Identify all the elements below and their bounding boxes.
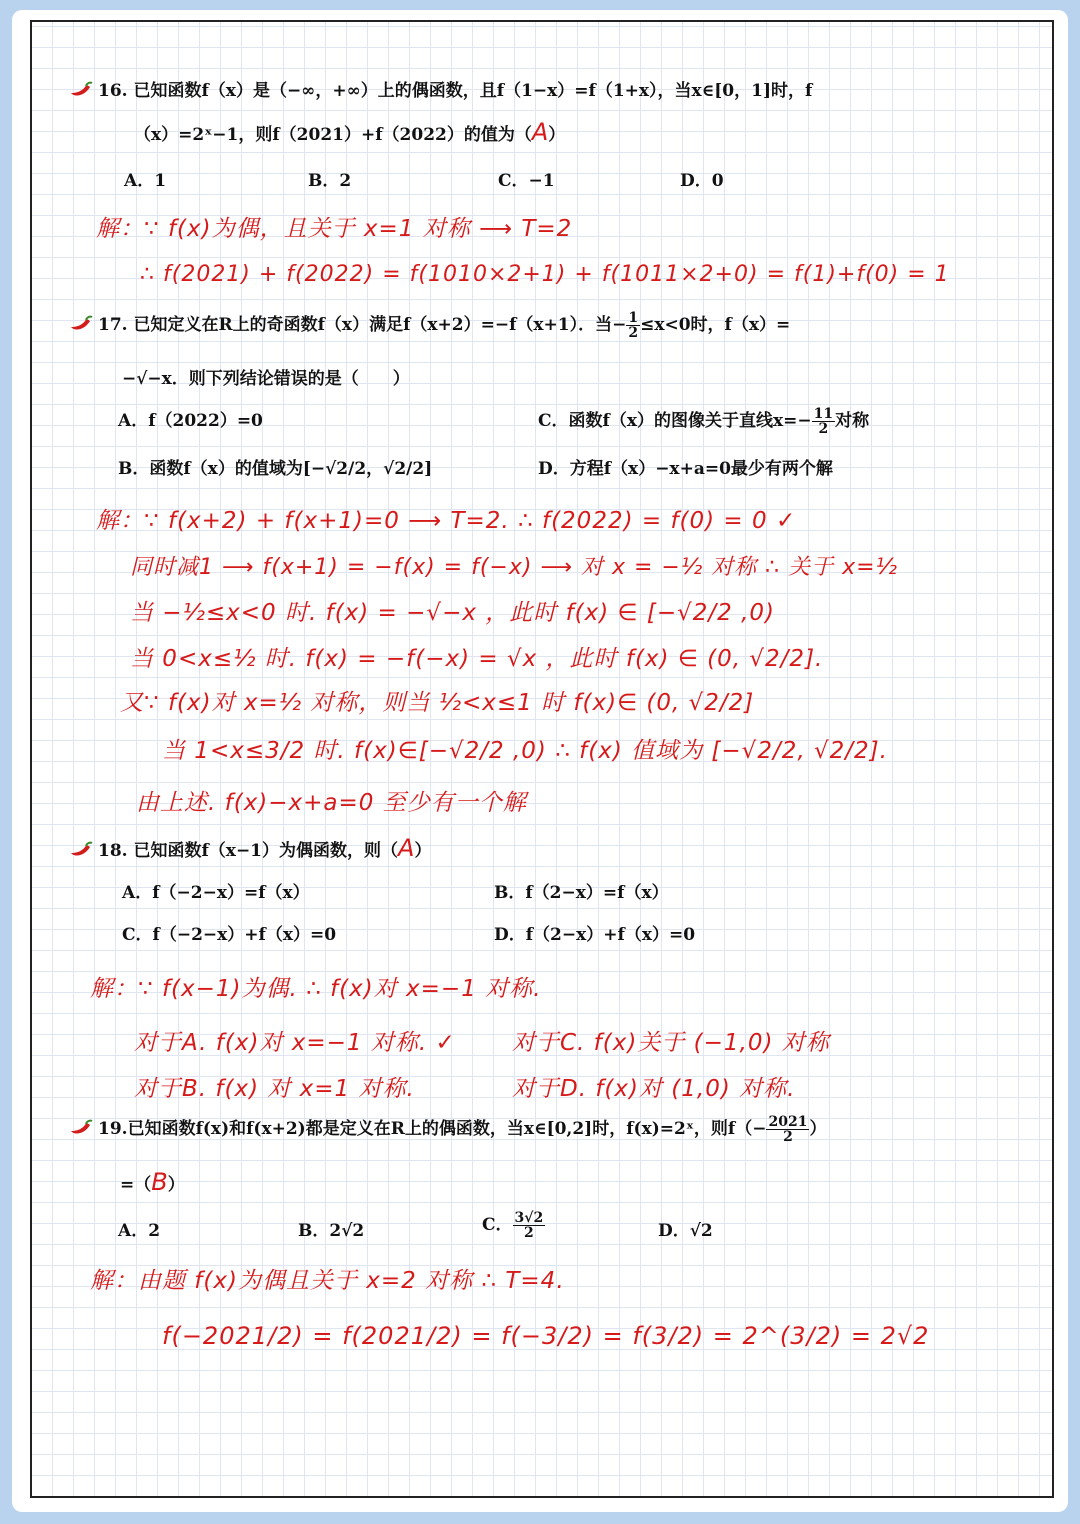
option-c-text: C．函数f（x）的图像关于直线x=− <box>538 411 812 431</box>
question-16-option-a: A．1 <box>124 171 167 191</box>
question-19-text-1: 19.已知函数f(x)和f(x+2)都是定义在R上的偶函数，当x∈[0,2]时，f(x)=2ˣ，则f（− <box>98 1119 767 1139</box>
question-16-option-d: D．0 <box>680 171 724 191</box>
question-18-solution-1: 解：∵ f(x−1)为偶. ∴ f(x)对 x=−1 对称. <box>90 976 542 1002</box>
question-18-option-b: B．f（2−x）=f（x） <box>494 883 669 903</box>
fraction-numerator: 1 <box>628 310 639 326</box>
chili-icon <box>68 841 94 859</box>
question-18-option-d: D．f（2−x）+f（x）=0 <box>494 925 696 945</box>
question-19-solution-1: 解：由题 f(x)为偶且关于 x=2 对称 ∴ T=4. <box>90 1268 565 1294</box>
question-17-solution-3: 当 −½≤x<0 时. f(x) = −√−x ，此时 f(x) ∈ [−√2/2 ,0) <box>130 600 776 626</box>
question-19-option-c <box>482 1210 545 1240</box>
question-19-stem-line1 <box>68 1114 1040 1144</box>
question-19-answer: B <box>151 1168 168 1196</box>
option-c-text-end: 对称 <box>835 411 870 431</box>
question-19-solution-2: f(−2021/2) = f(2021/2) = f(−3/2) = f(3/2) = 2^(3/2) = 2√2 <box>162 1322 930 1350</box>
fraction-denominator: 2 <box>524 1225 534 1241</box>
question-18-paren: ） <box>414 841 432 861</box>
question-17-solution-6: 当 1<x≤3/2 时. f(x)∈[−√2/2 ,0) ∴ f(x) 值域为 [−√2/2, √2/2]. <box>162 738 888 764</box>
fraction-denominator: 2 <box>783 1129 793 1145</box>
question-16-solution-2: ∴ f(2021) + f(2022) = f(1010×2+1) + f(1011×2+0) = f(1)+f(0) = 1 <box>140 262 950 287</box>
option-c-fraction <box>812 407 835 436</box>
question-17-stem-line2: −√−x．则下列结论错误的是（ ） <box>122 369 410 389</box>
question-16-option-c: C．−1 <box>498 171 555 191</box>
question-17-solution-1: 解：∵ f(x+2) + f(x+1)=0 ⟶ T=2. ∴ f(2022) = f(0) = 0 ✓ <box>96 508 797 534</box>
question-19-fraction <box>766 1115 809 1144</box>
question-17-stem-line1 <box>68 310 1040 340</box>
question-17-fraction <box>626 311 640 340</box>
question-16-paren: ） <box>548 125 566 145</box>
chili-icon <box>68 315 94 333</box>
question-17-solution-7: 由上述. f(x)−x+a=0 至少有一个解 <box>136 790 527 816</box>
question-19-paren-close: ） <box>809 1119 827 1139</box>
fraction-denominator: 2 <box>818 421 829 437</box>
question-17-text-1b: ≤x<0时，f（x）= <box>640 315 791 335</box>
question-18-option-a: A．f（−2−x）=f（x） <box>122 883 310 903</box>
fraction-numerator: 2021 <box>768 1114 808 1130</box>
question-19-option-a: A．2 <box>118 1221 161 1241</box>
question-17-option-c <box>538 406 869 436</box>
question-17-solution-4: 当 0<x≤½ 时. f(x) = −f(−x) = √x ，此时 f(x) ∈ (0, √2/2]. <box>130 646 824 672</box>
question-16-answer: A <box>531 118 549 146</box>
question-19-stem-line2 <box>120 1168 1040 1196</box>
chili-icon <box>68 1119 94 1137</box>
fraction-denominator: 2 <box>628 325 639 341</box>
option-c-label: C． <box>482 1215 513 1235</box>
fraction-numerator: 3√2 <box>514 1210 544 1226</box>
question-16-stem-line2 <box>134 118 1040 146</box>
question-19-option-d: D．√2 <box>658 1221 713 1241</box>
question-17-text-1a: 17. 已知定义在R上的奇函数f（x）满足f（x+2）=−f（x+1）．当− <box>98 315 627 335</box>
question-17-option-d: D．方程f（x）−x+a=0最少有两个解 <box>538 459 833 479</box>
question-18-solution-c: 对于C. f(x)关于 (−1,0) 对称 <box>512 1030 830 1056</box>
question-19-text-2: =（ <box>120 1175 152 1195</box>
fraction-numerator: 11 <box>813 406 834 422</box>
question-16-option-b: B．2 <box>308 171 352 191</box>
question-17-option-b: B．函数f（x）的值域为[−√2/2，√2/2] <box>118 459 433 479</box>
question-18-solution-a: 对于A. f(x)对 x=−1 对称. ✓ <box>134 1030 456 1056</box>
question-18-solution-d: 对于D. f(x)对 (1,0) 对称. <box>512 1076 796 1102</box>
question-16-text-1: 16. 已知函数f（x）是（−∞，+∞）上的偶函数，且f（1−x）=f（1+x），当x∈[0，1]时，f <box>98 81 813 101</box>
option-c-fraction <box>513 1211 546 1240</box>
question-18-text: 18. 已知函数f（x−1）为偶函数，则（ <box>98 841 399 861</box>
question-18-answer: A <box>398 834 415 862</box>
question-18-solution-b: 对于B. f(x) 对 x=1 对称. <box>134 1076 415 1102</box>
question-18-option-c: C．f（−2−x）+f（x）=0 <box>122 925 337 945</box>
question-19-option-b: B．2√2 <box>298 1221 365 1241</box>
question-16-solution-1: 解：∵ f(x)为偶，且关于 x=1 对称 ⟶ T=2 <box>96 216 573 242</box>
chili-icon <box>68 81 94 99</box>
question-19-paren: ） <box>167 1175 185 1195</box>
question-16-stem-line1 <box>68 76 1040 101</box>
question-17-solution-5: 又∵ f(x)对 x=½ 对称，则当 ½<x≤1 时 f(x)∈ (0, √2/2] <box>120 690 755 716</box>
question-16-text-2: （x）=2ˣ−1，则f（2021）+f（2022）的值为（ <box>134 125 532 145</box>
question-17-option-a: A．f（2022）=0 <box>118 411 263 431</box>
question-18-stem <box>68 834 1040 862</box>
question-17-solution-2: 同时减1 ⟶ f(x+1) = −f(x) = f(−x) ⟶ 对 x = −½ 对称 ∴ 关于 x=½ <box>130 555 898 580</box>
